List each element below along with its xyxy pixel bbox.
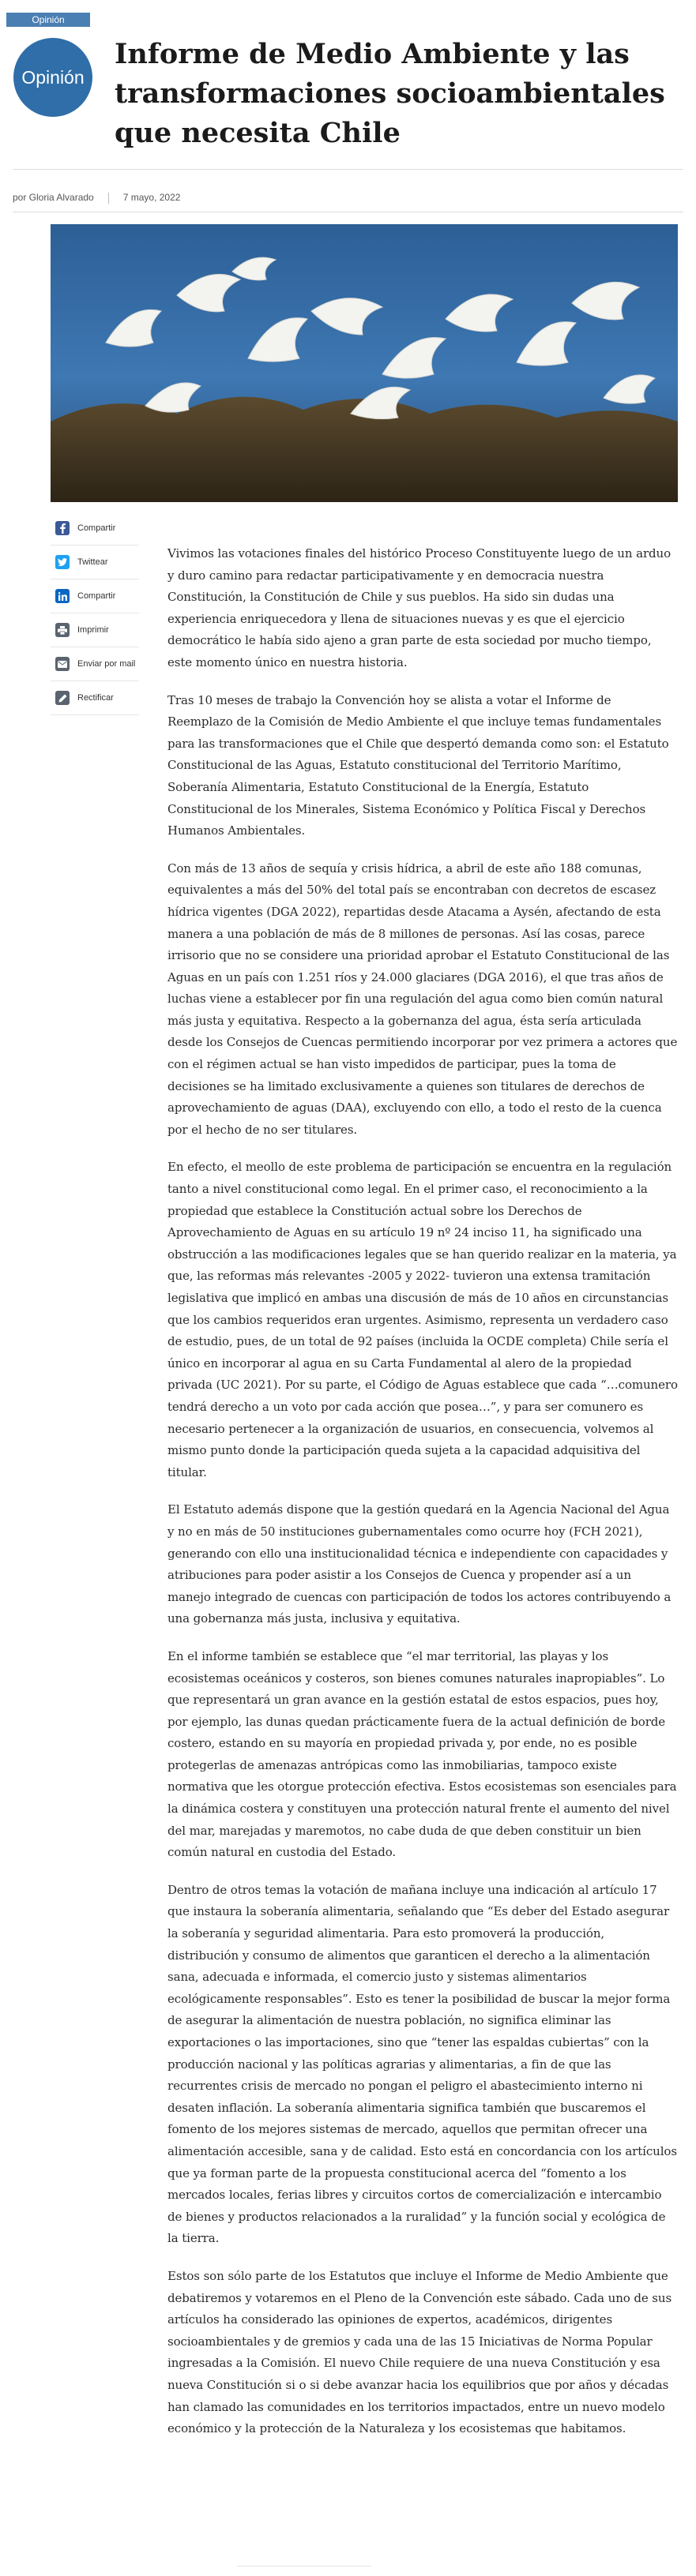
egrets-flock-photo <box>51 224 678 502</box>
share-linkedin[interactable] <box>51 579 139 613</box>
article-title: Informe de Medio Ambiente y las transformaciones socioambientales que necesita Chile <box>115 38 665 149</box>
paragraph: En el informe también se establece que “el mar territorial, las playas y los ecosistemas oceánicos y costeros, son bienes comunes naturales inapropiables”. Lo que representará un gran avance en la gestión estatal de estos espacios, pues hoy, por ejemplo, las dunas quedan prácticamente fuera de la actual definición de borde costero, estando en su mayoría en propiedad privada y, por ende, no es posible protegerlas de amenazas antrópicas como las inmobiliarias, tampoco existe normativa que les otorgue protección efectiva. Estos ecosistemas son esenciales para la dinámica costera y constituyen una protección natural frente el aumento del nivel del mar, marejadas y maremotos, no cabe duda de que deben constituir un bien común natural en custodia del Estado. <box>167 1648 677 1860</box>
linkedin-icon <box>55 589 70 603</box>
section-tag[interactable]: Opinión <box>6 13 90 27</box>
share-facebook[interactable] <box>51 512 139 546</box>
paragraph: El Estatuto además dispone que la gestión quedará en la Agencia Nacional del Agua y no en más de 50 instituciones gubernamentales como ocurre hoy (FCH 2021), generando con ello una institucionalidad técnica e independiente con capacidades y atribuciones para poder asistir a los Consejos de Cuenca y propender así a un manejo integrado de cuencas con participación de todos los actores contribuyendo a una gobernanza más justa, inclusiva y equitativa. <box>167 1502 672 1626</box>
author[interactable]: por Gloria Alvarado <box>13 192 94 203</box>
share-rectify[interactable] <box>51 681 139 715</box>
print-icon <box>55 623 70 637</box>
share-label: Rectificar <box>77 693 114 703</box>
facebook-icon <box>55 521 70 535</box>
pencil-icon <box>55 691 70 705</box>
twitter-icon <box>55 555 70 569</box>
hero-image <box>51 224 678 502</box>
mail-icon <box>55 657 70 671</box>
share-print[interactable] <box>51 613 139 647</box>
share-label: Twittear <box>77 557 108 567</box>
article-body <box>167 543 678 2456</box>
share-bar <box>51 512 139 715</box>
share-label: Compartir <box>77 591 116 601</box>
share-label: Enviar por mail <box>77 659 136 669</box>
publish-date: 7 mayo, 2022 <box>122 192 181 203</box>
paragraph: Estos son sólo parte de los Estatutos que incluye el Informe de Medio Ambiente que debatiremos y votaremos en el Pleno de la Convención este sábado. Cada uno de sus artículos ha considerado las opiniones de expertos, académicos, dirigentes socioambientales y de gremios y cada una de las 15 Iniciativas de Norma Popular ingresadas a la Comisión. El nuevo Chile requiere de una nueva Constitución y esa nueva Constitución si o si debe avanzar hacia los equilibrios que por años y décadas han clamado las comunidades en los territorios impactados, entre un nuevo modelo económico y la protección de la Naturaleza y los ecosistemas que habitamos. <box>167 2268 672 2436</box>
share-twitter[interactable] <box>51 546 139 579</box>
share-label: Compartir <box>77 523 116 533</box>
meta-divider <box>108 193 109 204</box>
footer-divider <box>237 2566 371 2576</box>
article-meta <box>13 192 180 204</box>
opinion-badge <box>13 38 92 117</box>
share-email[interactable] <box>51 647 139 681</box>
paragraph: Tras 10 meses de trabajo la Convención hoy se alista a votar el Informe de Reemplazo de la Comisión de Medio Ambiente el que incluye temas fundamentales para las transformaciones que el Chile que despertó demanda como son: el Estatuto Constitucional de las Aguas, Estatuto constitucional del Territorio Marítimo, Soberanía Alimentaria, Estatuto Constitucional de la Energía, Estatuto Constitucional de los Minerales, Sistema Económico y Política Fiscal y Derechos Humanos Ambientales. <box>167 692 669 838</box>
share-label: Imprimir <box>77 625 109 635</box>
paragraph: En efecto, el meollo de este problema de participación se encuentra en la regulación tanto a nivel constitucional como legal. En el primer caso, el reconocimiento a la propiedad que establece la Constitución actual sobre los Derechos de Aprovechamiento de Aguas en su artículo 19 nº 24 inciso 11, ha significado una obstrucción a las modificaciones legales que se han querido realizar en la materia, ya que, las reformas más relevantes -2005 y 2022- tuvieron una extensa tramitación legislativa que implicó en ambas una discusión de más de 10 años en circunstancias que los cambios requeridos eran urgentes. Asimismo, representa un verdadero caso de estudio, pues, de un total de 92 países (incluida la OCDE completa) Chile sería el único en incorporar al agua en su Carta Fundamental al alero de la propiedad privada (UC 2021). Por su parte, el Código de Aguas establece que cada “…comunero tendrá derecho a un voto por cada acción que posea…”, y para ser comunero es necesario pertenecer a la organización de usuarios, en consecuencia, volvemos al mismo punto donde la participación queda sujeta a la capacidad adquisitiva del titular. <box>167 1160 678 1479</box>
header-divider <box>13 169 683 170</box>
paragraph: Con más de 13 años de sequía y crisis hídrica, a abril de este año 188 comunas, equivalentes a más del 50% del total país se encontraban con decretos de escasez hídrica vigentes (DGA 2022), repartidas desde Atacama a Aysén, afectando de esta manera a una población de más de 8 millones de personas. Así las cosas, parece irrisorio que no se considere una prioridad aprobar el Estatuto Constitucional de las Aguas en un país con 1.251 ríos y 24.000 glaciares (DGA 2016), el que tras años de luchas viene a establecer por fin una regulación del agua como bien común natural más justa y equitativa. Respecto a la gobernanza del agua, ésta sería articulada desde los Consejos de Cuencas permitiendo incorporar por vez primera a actores que con el régimen actual se han visto impedidos de participar, pues la toma de decisiones se ha limitado exclusivamente a quienes son titulares de derechos de aprovechamiento de aguas (DAA), excluyendo con ello, a todo el resto de la cuenca por el hecho de no ser titulares. <box>167 861 678 1137</box>
badge-label: Opinión <box>21 66 85 88</box>
paragraph: Vivimos las votaciones finales del histórico Proceso Constituyente luego de un arduo y duro camino para redactar participativamente y en democracia nuestra Constitución, la Constitución de Chile y sus pueblos. Ha sido sin dudas una experiencia enriquecedora y llena de situaciones nuevas y es que el ejercicio democrático le había sido ajeno a gran parte de esta sociedad por mucho tiempo, este momento único en nuestra historia. <box>167 546 672 669</box>
paragraph: Dentro de otros temas la votación de mañana incluye una indicación al artículo 17 que instaura la soberanía alimentaria, señalando que “Es deber del Estado asegurar la soberanía y seguridad alimentaria. Para esto promoverá la producción, distribución y consumo de alimentos que garanticen el derecho a la alimentación sana, adecuada e informada, el comercio justo y sistemas alimentarios ecológicamente responsables”. Esto es tener la posibilidad de buscar la mejor forma de asegurar la alimentación de nuestra población, no significa eliminar las exportaciones o las importaciones, sino que “tener las espaldas cubiertas” con la producción nacional y las políticas agrarias y alimentarias, a fin de que las recurrentes crisis de mercado no pongan el peligro el abastecimiento interno ni desaten inflación. La soberanía alimentaria significa también que buscaremos el fomento de los mejores sistemas de mercado, aquellos que permitan ofrecer una alimentación accesible, sana y de calidad. Esto está en concordancia con los artículos que ya forman parte de la propuesta constitucional acerca del “fomento a los mercados locales, ferias libres y circuitos cortos de comercialización e intercambio de bienes y productos relacionados a la ruralidad” y la función social y ecológica de la tierra. <box>167 1882 677 2246</box>
